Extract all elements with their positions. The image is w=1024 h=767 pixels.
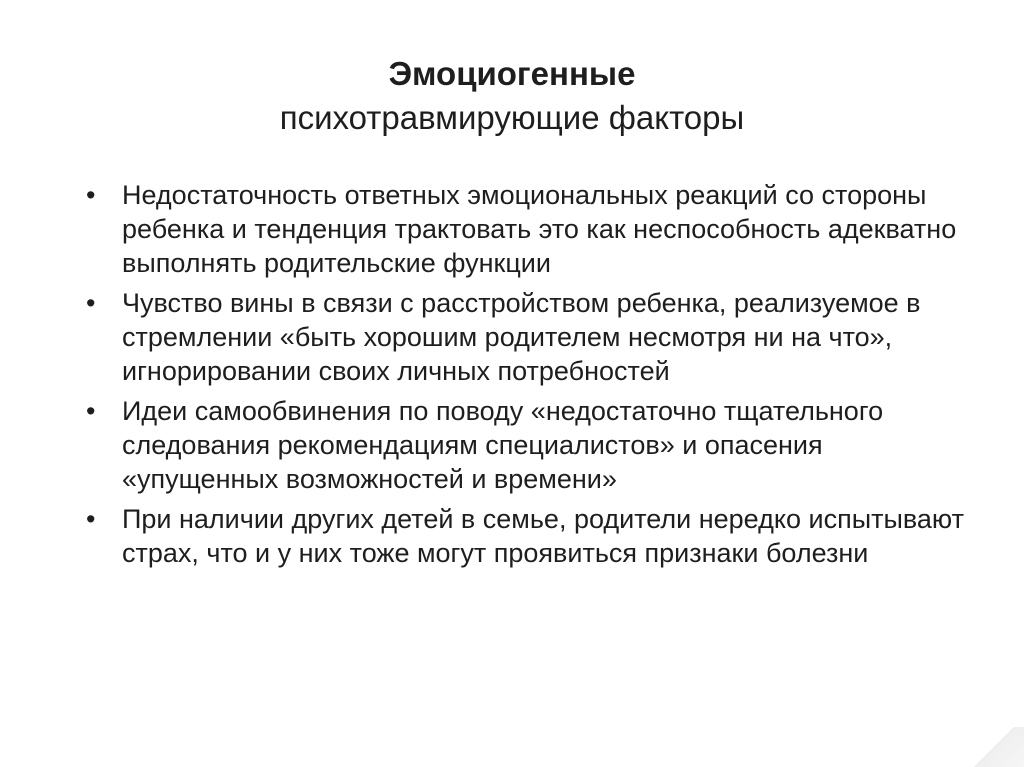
- bullet-marker: •: [86, 396, 96, 426]
- bullet-marker: •: [86, 504, 96, 534]
- bullet-item: [86, 502, 966, 570]
- bullet-item: [86, 286, 966, 388]
- bullet-marker: •: [86, 180, 96, 210]
- bullet-item: [86, 178, 966, 280]
- bullet-text: Идеи самообвинения по поводу «недостаточно тщательного следования рекомендациям специалистов» и опасения «упущенных возможностей и времени»: [122, 396, 884, 494]
- bullet-marker: •: [86, 288, 96, 318]
- bullet-text: Недостаточность ответных эмоциональных реакций со стороны ребенка и тенденция трактовать это как неспособность адекватно выполнять родительские функции: [122, 180, 957, 278]
- title-line-2: психотравмирующие факторы: [279, 99, 745, 136]
- bullet-list: [86, 178, 966, 576]
- slide-title: [100, 52, 924, 140]
- bullet-text: При наличии других детей в семье, родители нередко испытывают страх, что и у них тоже могут проявиться признаки болезни: [122, 504, 964, 568]
- title-line-1: Эмоциогенные: [388, 55, 636, 92]
- page-corner-decoration: [964, 727, 1024, 767]
- bullet-item: [86, 394, 966, 496]
- bullet-text: Чувство вины в связи с расстройством ребенка, реализуемое в стремлении «быть хорошим родителем несмотря ни на что», игнорировании своих личных потребностей: [122, 288, 921, 386]
